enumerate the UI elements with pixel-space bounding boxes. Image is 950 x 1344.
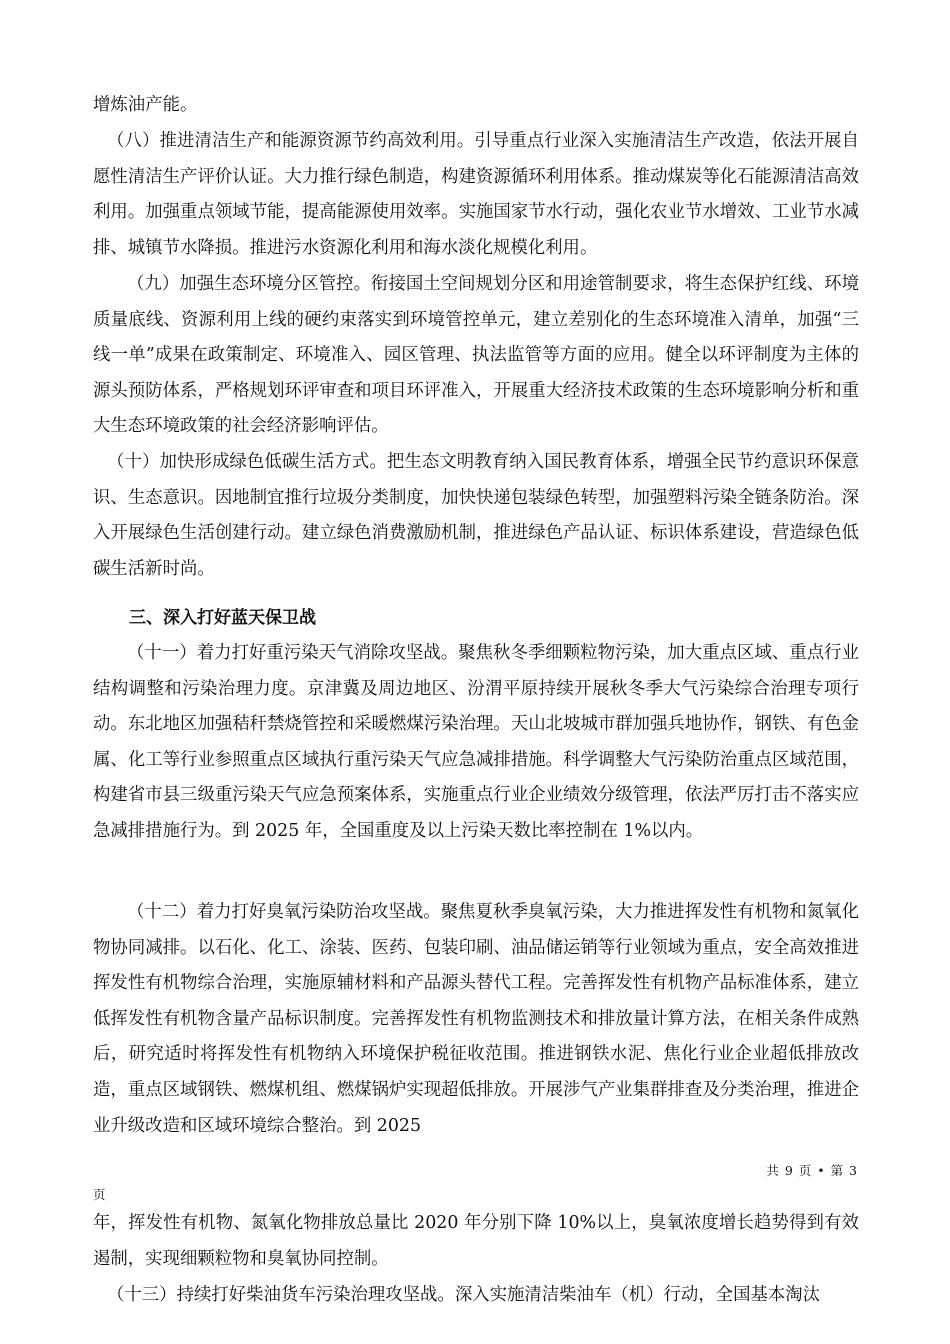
- paragraph-item-11: （十一）着力打好重污染天气消除攻坚战。聚焦秋冬季细颗粒物污染，加大重点区域、重点行业结构调整和污染治理力度。京津冀及周边地区、汾渭平原持续开展秋冬季大气污染综合治理专项行动。东北地区加强秸秆禁烧管控和采暖燃煤污染治理。天山北坡城市群加强兵地协作，钢铁、有色金属、化工等行业参照重点区域执行重污染天气应急减排措施。科学调整大气污染防治重点区域范围，构建省市县三级重污染天气应急预案体系，实施重点行业企业绩效分级管理，依法严厉打击不落实应急减排措施行为。到 2025 年，全国重度及以上污染天数比率控制在 1%以内。: [93, 643, 859, 841]
- paragraph-item-9: （九）加强生态环境分区管控。衔接国土空间规划分区和用途管制要求，将生态保护红线、环境质量底线、资源利用上线的硬约束落实到环境管控单元，建立差别化的生态环境准入清单，加强“三线一单”成果在政策制定、环境准入、园区管理、执法监管等方面的应用。健全以环评制度为主体的源头预防体系，严格规划环评审查和项目环评准入，开展重大经济技术政策的生态环境影响分析和重大生态环境政策的社会经济影响评估。: [93, 274, 859, 437]
- section-heading: 三、深入打好蓝天保卫战: [129, 608, 316, 628]
- paragraph-item-13: （十三）持续打好柴油货车污染治理攻坚战。深入实施清洁柴油车（机）行动，全国基本淘汰: [107, 1285, 821, 1305]
- paragraph-item-8: （八）推进清洁生产和能源资源节约高效利用。引导重点行业深入实施清洁生产改造，依法开展自愿性清洁生产评价认证。大力推行绿色制造，构建资源循环利用体系。推动煤炭等化石能源清洁高效利用。加强重点领域节能，提高能源使用效率。实施国家节水行动，强化农业节水增效、工业节水减排、城镇节水降损。推进污水资源化利用和海水淡化规模化利用。: [93, 131, 859, 258]
- page-footer: 共 9 页 • 第 3: [766, 1163, 858, 1178]
- paragraph-continuation-2: 年，挥发性有机物、氮氧化物排放总量比 2020 年分别下降 10%以上，臭氧浓度增长趋势得到有效遏制，实现细颗粒物和臭氧协同控制。: [93, 1213, 859, 1269]
- paragraph-item-12: （十二）着力打好臭氧污染防治攻坚战。聚焦夏秋季臭氧污染，大力推进挥发性有机物和氮氧化物协同减排。以石化、化工、涂装、医药、包装印刷、油品储运销等行业领域为重点，安全高效推进挥发性有机物综合治理，实施原辅材料和产品源头替代工程。完善挥发性有机物产品标准体系，建立低挥发性有机物含量产品标识制度。完善挥发性有机物监测技术和排放量计算方法，在相关条件成熟后，研究适时将挥发性有机物纳入环境保护税征收范围。推进钢铁水泥、焦化行业企业超低排放改造，重点区域钢铁、燃煤机组、燃煤锅炉实现超低排放。开展涉气产业集群排查及分类治理，推进企业升级改造和区域环境综合整治。到 2025: [93, 902, 859, 1136]
- paragraph-continuation: 增炼油产能。: [93, 95, 198, 115]
- page-footer-suffix: 页: [93, 1187, 106, 1202]
- paragraph-item-10: （十）加快形成绿色低碳生活方式。把生态文明教育纳入国民教育体系，增强全民节约意识环保意识、生态意识。因地制宜推行垃圾分类制度，加快快递包装绿色转型，加强塑料污染全链条防治。深入开展绿色生活创建行动。建立绿色消费激励机制，推进绿色产品认证、标识体系建设，营造绿色低碳生活新时尚。: [93, 452, 859, 579]
